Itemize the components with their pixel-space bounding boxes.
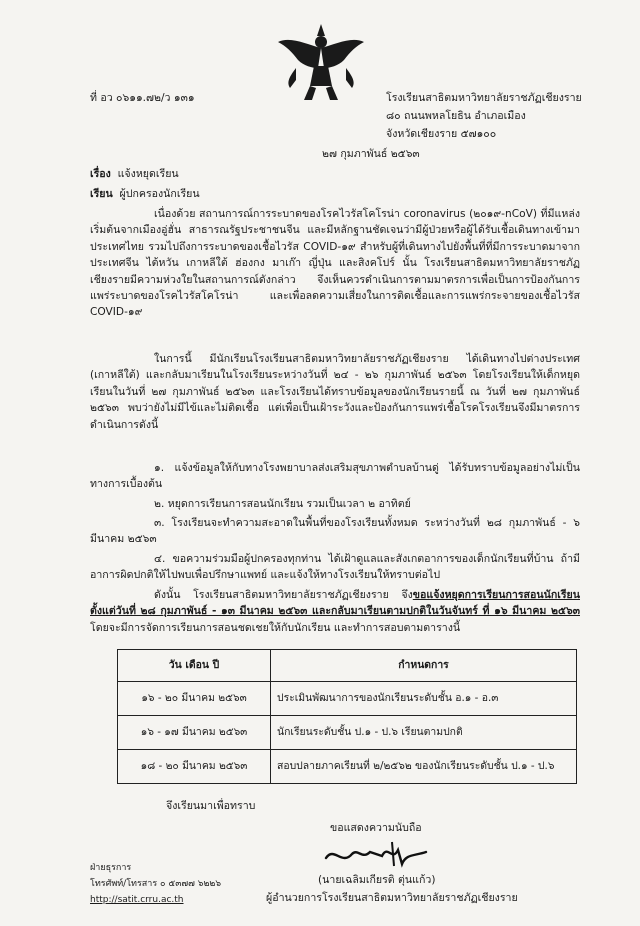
garuda-emblem-icon [276, 22, 366, 104]
letter-date: ๒๗ กุมภาพันธ์ ๒๕๖๓ [322, 148, 420, 160]
paragraph-background: เนื่องด้วย สถานการณ์การระบาดของโรคไวรัสโคโรน่า coronavirus (๒๐๑๙-nCoV) ที่มีแหล่งเริ่มต้นจากเมืองอู่ฮั่น สาธารณรัฐประชาชนจีน และมีหลักฐานชัดเจนว่ามีผู้ป่วยหรือผู้ได้รับเชื้อเดินทางเข้ามาประเทศไทย รวมไปถึงการระบาดของเชื้อไวรัส COVID-๑๙ สำหรับผู้ที่เดินทางไปยังพื้นที่ที่มีการระบาดมาจากประเทศจีน ไต้หวัน เกาหลีใต้ ฮ่องกง มาเก๊า ญี่ปุ่น และสิงคโปร์ นั้น โรงเรียนสาธิตมหาวิทยาลัยราชภัฏเชียงรายมีความห่วงใยในสถานการณ์ดังกล่าว จึงเห็นควรดำเนินการตามมาตรการเพื่อเป็นการป้องกันการแพร่ระบาดของโรคไวรัสโคโรน่า และเพื่อลดความเสี่ยงในการติดเชื้อและการแพร่กระจายของเชื้อไวรัส COVID-๑๙ [90, 208, 580, 319]
row-date: ๑๖ - ๑๗ มีนาคม ๒๕๖๓ [118, 716, 271, 750]
row-activity: สอบปลายภาคเรียนที่ ๒/๒๕๖๒ ของนักเรียนระดับชั้น ป.๑ - ป.๖ [271, 750, 577, 784]
table-row [118, 682, 577, 716]
regards-text: ขอแสดงความนับถือ [330, 822, 422, 834]
table-header-row [118, 650, 577, 682]
signer-title: ผู้อำนวยการโรงเรียนสาธิตมหาวิทยาลัยราชภัฏเชียงราย [266, 892, 518, 904]
paragraph-announcement [90, 587, 580, 636]
reference-number: ที่ อว ๐๖๑๑.๗๒/ว ๑๓๑ [90, 92, 195, 104]
footer-website-link[interactable]: http://satit.crru.ac.th [90, 895, 184, 905]
measure-item-4: ๔. ขอความร่วมมือผู้ปกครองทุกท่าน ได้เฝ้าดูแลและสังเกตอาการของเด็กนักเรียนที่บ้าน ถ้ามีอาการผิดปกติให้ไปพบเพื่อปรึกษาแพทย์ และแจ้งให้ทางโรงเรียนให้ทราบต่อไป [90, 553, 580, 582]
subject-text: แจ้งหยุดเรียน [117, 168, 179, 180]
footer-department: ฝ่ายธุรการ [90, 863, 132, 873]
salutation-line [90, 186, 200, 202]
salutation-text: ผู้ปกครองนักเรียน [119, 188, 200, 200]
schedule-table [117, 649, 577, 784]
table-row [118, 750, 577, 784]
table-row [118, 716, 577, 750]
header-activity: กำหนดการ [271, 650, 577, 682]
school-name: โรงเรียนสาธิตมหาวิทยาลัยราชภัฏเชียงราย [386, 92, 582, 104]
signer-name: (นายเฉลิมเกียรติ ตุ่นแก้ว) [318, 874, 436, 886]
address-line-2: จังหวัดเชียงราย ๕๗๑๐๐ [386, 128, 497, 140]
announcement-tail: โดยจะมีการจัดการเรียนการสอนชดเชยให้กับนักเรียน และทำการสอบตามตารางนี้ [90, 621, 461, 634]
closing-text: จึงเรียนมาเพื่อทราบ [166, 800, 256, 812]
signature-image [322, 836, 432, 870]
announcement-intro: ดังนั้น โรงเรียนสาธิตมหาวิทยาลัยราชภัฏเชียงราย จึง [154, 589, 413, 601]
paragraph-situation: ในการนี้ มีนักเรียนโรงเรียนสาธิตมหาวิทยาลัยราชภัฏเชียงราย ได้เดินทางไปต่างประเทศ (เกาหลีใต้) และกลับมาเรียนในโรงเรียนระหว่างวันที่ ๒๔ - ๒๖ กุมภาพันธ์ ๒๕๖๓ โดยโรงเรียนให้เด็กหยุดเรียนในวันที่ ๒๗ กุมภาพันธ์ ๒๕๖๓ และโรงเรียนได้ทราบข้อมูลของนักเรียนรายนี้ ณ วันที่ ๒๗ กุมภาพันธ์ ๒๕๖๓ พบว่ายังไม่มีไข้และไม่ติดเชื้อ แต่เพื่อเป็นเฝ้าระวังและป้องกันการแพร่เชื้อโรคโรงเรียนจึงมีมาตรการดำเนินการดังนี้ [90, 353, 580, 431]
address-line-1: ๘๐ ถนนพหลโยธิน อำเภอเมือง [386, 110, 526, 122]
row-activity: ประเมินพัฒนาการของนักเรียนระดับชั้น อ.๑ - อ.๓ [271, 682, 577, 716]
measure-item-2: ๒. หยุดการเรียนการสอนนักเรียน รวมเป็นเวลา ๒ อาทิตย์ [154, 498, 411, 510]
salutation-label: เรียน [90, 188, 113, 200]
measure-item-3: ๓. โรงเรียนจะทำความสะอาดในพื้นที่ของโรงเรียนทั้งหมด ระหว่างวันที่ ๒๘ กุมภาพันธ์ - ๖ มีนาคม ๒๕๖๓ [90, 517, 580, 546]
row-activity: นักเรียนระดับชั้น ป.๑ - ป.๖ เรียนตามปกติ [271, 716, 577, 750]
row-date: ๑๖ - ๒๐ มีนาคม ๒๕๖๓ [118, 682, 271, 716]
header-date: วัน เดือน ปี [118, 650, 271, 682]
subject-line [90, 166, 179, 182]
subject-label: เรื่อง [90, 168, 111, 180]
row-date: ๑๘ - ๒๐ มีนาคม ๒๕๖๓ [118, 750, 271, 784]
announcement-highlight: ขอแจ้งหยุดการเรียนการสอนนักเรียนตั้งแต่วันที่ ๒๘ กุมภาพันธ์ - ๑๓ มีนาคม ๒๕๖๓ และกลับมาเรียนตามปกติในวันจันทร์ ที่ ๑๖ มีนาคม ๒๕๖๓ [90, 589, 580, 618]
measure-item-1: ๑. แจ้งข้อมูลให้กับทางโรงพยาบาลส่งเสริมสุขภาพตำบลบ้านดู่ ได้รับทราบข้อมูลอย่างไม่เป็นทางการเบื้องต้น [90, 462, 580, 491]
footer-phone: โทรศัพท์/โทรสาร ๐ ๕๓๗๗ ๖๒๒๖ [90, 879, 222, 889]
